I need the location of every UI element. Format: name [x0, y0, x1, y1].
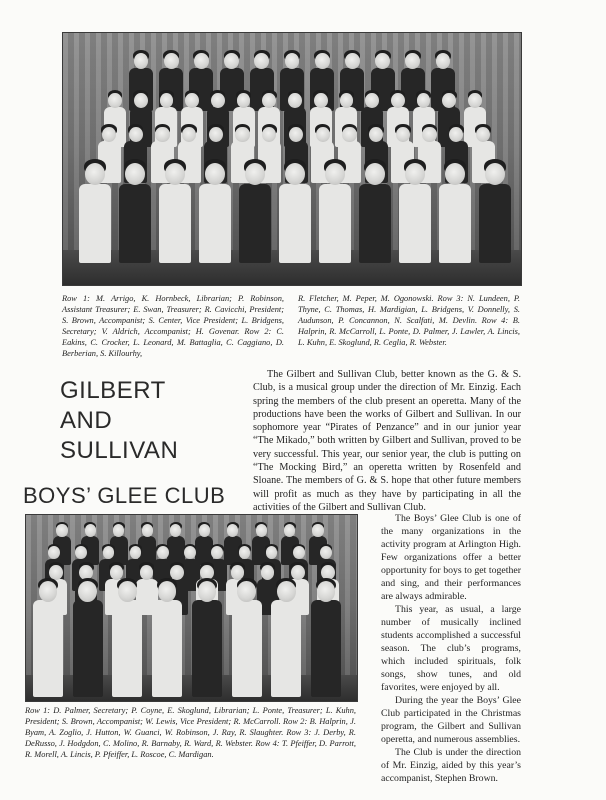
student-figure [311, 579, 341, 697]
student-figure [159, 161, 191, 263]
student-figure [439, 161, 471, 263]
gilbert-sullivan-caption-left [62, 293, 284, 360]
student-figure [192, 579, 222, 697]
student-figure [112, 579, 142, 697]
student-figure [279, 161, 311, 263]
student-figure [359, 161, 391, 263]
gilbert-sullivan-body [253, 368, 521, 514]
caption-text: Row 1: M. Arrigo, K. Hornbeck, Librarian; P. Robinson, Assistant Treasurer; E. Swan, Treasurer; R. Cavicchi, President; S. Brown, Accompanist; S. Center, Vice President; L. Bridgens, Secretary; V. Aldrich, Accompanist; H. Govenar. Row 2: C. Eakins, C. Crocker, L. Leonard, M. Battaglia, C. Caggiano, D. Berberian, S. Killourhy, [62, 294, 284, 359]
glee-club-heading-text: BOYS’ GLEE CLUB [23, 483, 226, 508]
student-figure [319, 161, 351, 263]
student-figure [232, 579, 262, 697]
student-figure [152, 579, 182, 697]
glee-club-heading [23, 483, 225, 509]
heading-line: SULLIVAN [60, 437, 179, 464]
heading-line: AND [60, 407, 113, 434]
glee-paragraph: This year, as usual, a large number of musically inclined students accomplished a successful season. The club’s programs, which included spirituals, folk songs, show tunes, and old favorites, were enjoyed by all. [381, 604, 521, 693]
student-figure [79, 161, 111, 263]
student-figure [33, 579, 63, 697]
student-figure [119, 161, 151, 263]
student-figure [271, 579, 301, 697]
caption-text: R. Fletcher, M. Peper, M. Ogonowski. Row 3: N. Lundeen, P. Thyne, C. Thomas, H. Mardigian, L. Bridgens, V. Donnelly, S. Audunson, P. Concannon, N. Scalfati, M. Devlin. Row 4: B. Halprin, R. McCarroll, L. Ponte, D. Palmer, J. Lawler, A. Lincis, L. Kuhn, E. Skoglund, R. Ceglia, R. Webster. [298, 294, 520, 348]
glee-paragraph: During the year the Boys’ Glee Club participated in the Christmas program, the Gilbert and Sullivan operetta, and numerous assemblies. [381, 695, 521, 745]
gilbert-sullivan-caption-right [298, 293, 520, 348]
student-figure [479, 161, 511, 263]
gilbert-sullivan-paragraph: The Gilbert and Sullivan Club, better known as the G. & S. Club, is a musical group under the direction of Mr. Einzig. Each spring the members of the club present an operetta. Many of the productions have been the works of Gilbert and Sullivan. In our sophomore year “Pirates of Penzance” and in our junior year “The Mikado,” both written by Gilbert and Sullivan, proved to be very successful. This year, our senior year, the club is putting on “The Mocking Bird,” an operetta written by Rosenfeld and Sloane. The members of G. & S. hope that other future members will profit as much as they have by participating in all the activities of the Gilbert and Sullivan Club. [253, 369, 521, 513]
heading-line: GILBERT [60, 377, 166, 404]
caption-text: Row 1: D. Palmer, Secretary; P. Coyne, E. Skoglund, Librarian; L. Ponte, Treasurer; L. Kuhn, President; S. Brown, Accompanist; W. Lewis, Vice President; R. McCarroll. Row 2: B. Halprin, J. Byam, A. Zoglio, J. Hutton, W. Guanci, W. Robinson, J. Ray, R. Slaughter. Row 3: J. Derby, R. DeRusso, J. Hodgdon, C. Molino, R. Barnaby, R. Ward, R. Webster. Row 4: T. Pfeiffer, D. Parrott, R. Morell, A. Lincis, P. Pfeiffer, L. Roscoe, C. Mardigan. [25, 706, 356, 760]
glee-paragraph: The Club is under the direction of Mr. Einzig, aided by this year’s accompanist, Stephen Brown. [381, 747, 521, 784]
glee-paragraph: The Boys’ Glee Club is one of the many organizations in the activity program at Arlington High. Few organizations offer a better opportunity for boys to get together and sing, and their performances are always admirable. [381, 513, 521, 602]
student-figure [399, 161, 431, 263]
student-figure [73, 579, 103, 697]
glee-club-body [381, 512, 521, 785]
student-figure [199, 161, 231, 263]
gilbert-sullivan-group-photo [62, 32, 522, 286]
glee-club-group-photo [25, 514, 358, 702]
gilbert-sullivan-heading [60, 376, 178, 466]
student-figure [239, 161, 271, 263]
glee-club-caption [25, 705, 356, 760]
